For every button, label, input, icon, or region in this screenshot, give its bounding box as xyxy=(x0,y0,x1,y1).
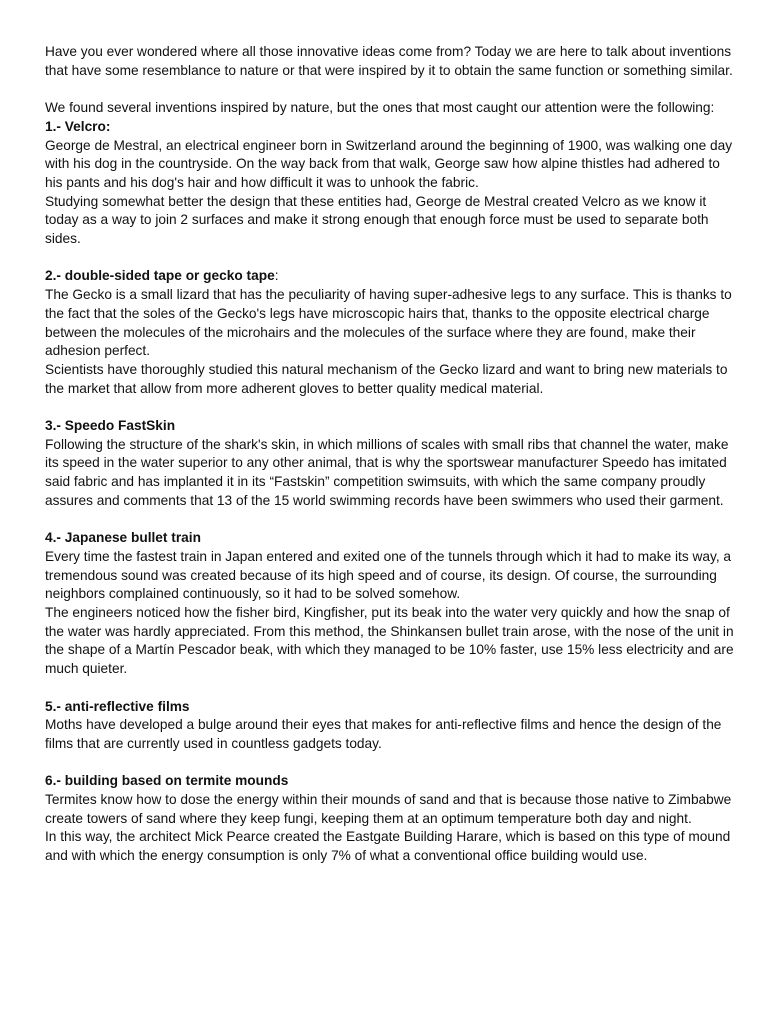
section-heading xyxy=(45,529,735,548)
section-paragraph: Termites know how to dose the energy within their mounds of sand and that is because those native to Zimbabwe create towers of sand where they keep fungi, keeping them at an optimum temperature both day and night. xyxy=(45,792,732,826)
section-anti-reflective-films xyxy=(45,698,735,754)
section-bullet-train xyxy=(45,529,735,679)
document-page xyxy=(45,43,735,866)
section-paragraph: In this way, the architect Mick Pearce created the Eastgate Building Harare, which is based on this type of mound and with which the energy consumption is only 7% of what a conventional office building would use. xyxy=(45,829,731,864)
intro-paragraph: Have you ever wondered where all those innovative ideas come from? Today we are here to talk about inventions that have some resemblance to nature or that were inspired by it to obtain the same function or something similar. xyxy=(45,44,733,78)
section-paragraph: Following the structure of the shark's skin, in which millions of scales with small ribs that channel the water, make its speed in the water superior to any other animal, that is why the sportswear manufacturer Speedo has imitated said fabric and has implanted it in its “Fastskin” competition swimsuits, with which the same company proudly assures and comments that 13 of the 15 world swimming records have been swimmers who used their garment. xyxy=(45,436,729,508)
section-heading xyxy=(45,118,735,137)
section-heading xyxy=(45,772,735,791)
section-paragraph: The engineers noticed how the fisher bird, Kingfisher, put its beak into the water very quickly and how the snap of the water was hardly appreciated. From this method, the Shinkansen bullet train arose, with the nose of the unit in the shape of a Martín Pescador beak, with which they managed to be 10% faster, use 15% less electricity and are much quieter. xyxy=(45,605,734,677)
section-heading-text: 6.- building based on termite mounds xyxy=(45,773,289,789)
section-heading-text: 1.- Velcro: xyxy=(45,118,111,134)
section-heading-text: 4.- Japanese bullet train xyxy=(45,530,201,546)
section-paragraph: George de Mestral, an electrical engineer born in Switzerland around the beginning of 1900, was walking one day with his dog in the countryside. On the way back from that walk, George saw how alpine thistles had adhered to his pants and his dog's hair and how difficult it was to unhook the fabric. xyxy=(45,137,733,190)
section-termite-building xyxy=(45,772,735,866)
section-heading xyxy=(45,417,735,436)
section-velcro xyxy=(45,118,735,249)
section-heading-suffix: : xyxy=(274,268,279,284)
section-heading-text: 5.- anti-reflective films xyxy=(45,698,190,714)
section-heading-text: 3.- Speedo FastSkin xyxy=(45,418,176,434)
section-paragraph: Studying somewhat better the design that these entities had, George de Mestral created Velcro as we know it today as a way to join 2 surfaces and make it strong enough that enough force must be used to separate both sides. xyxy=(45,193,709,247)
section-paragraph: Moths have developed a bulge around their eyes that makes for anti-reflective films and hence the design of the films that are currently used in countless gadgets today. xyxy=(45,717,722,751)
section-heading xyxy=(45,267,735,286)
section-gecko-tape xyxy=(45,267,735,398)
section-heading-text: 2.- double-sided tape or gecko tape xyxy=(45,268,275,284)
lead-paragraph: We found several inventions inspired by nature, but the ones that most caught our attention were the following: xyxy=(45,100,715,116)
section-paragraph: Scientists have thoroughly studied this natural mechanism of the Gecko lizard and want to bring new materials to the market that allow from more adherent gloves to better quality medical material. xyxy=(45,361,728,396)
section-speedo-fastskin xyxy=(45,417,735,511)
section-heading xyxy=(45,698,735,717)
section-paragraph: Every time the fastest train in Japan entered and exited one of the tunnels through which it had to make its way, a tremendous sound was created because of its high speed and of course, its design. Of course, the surrounding neighbors complained continuously, so it had to be solved somehow. xyxy=(45,548,732,602)
section-paragraph: The Gecko is a small lizard that has the peculiarity of having super-adhesive legs to any surface. This is thanks to the fact that the soles of the Gecko's legs have microscopic hairs that, thanks to the opposite electrical charge between the molecules of the microhairs and the molecules of the surface where they are found, make their adhesion perfect. xyxy=(45,287,732,359)
